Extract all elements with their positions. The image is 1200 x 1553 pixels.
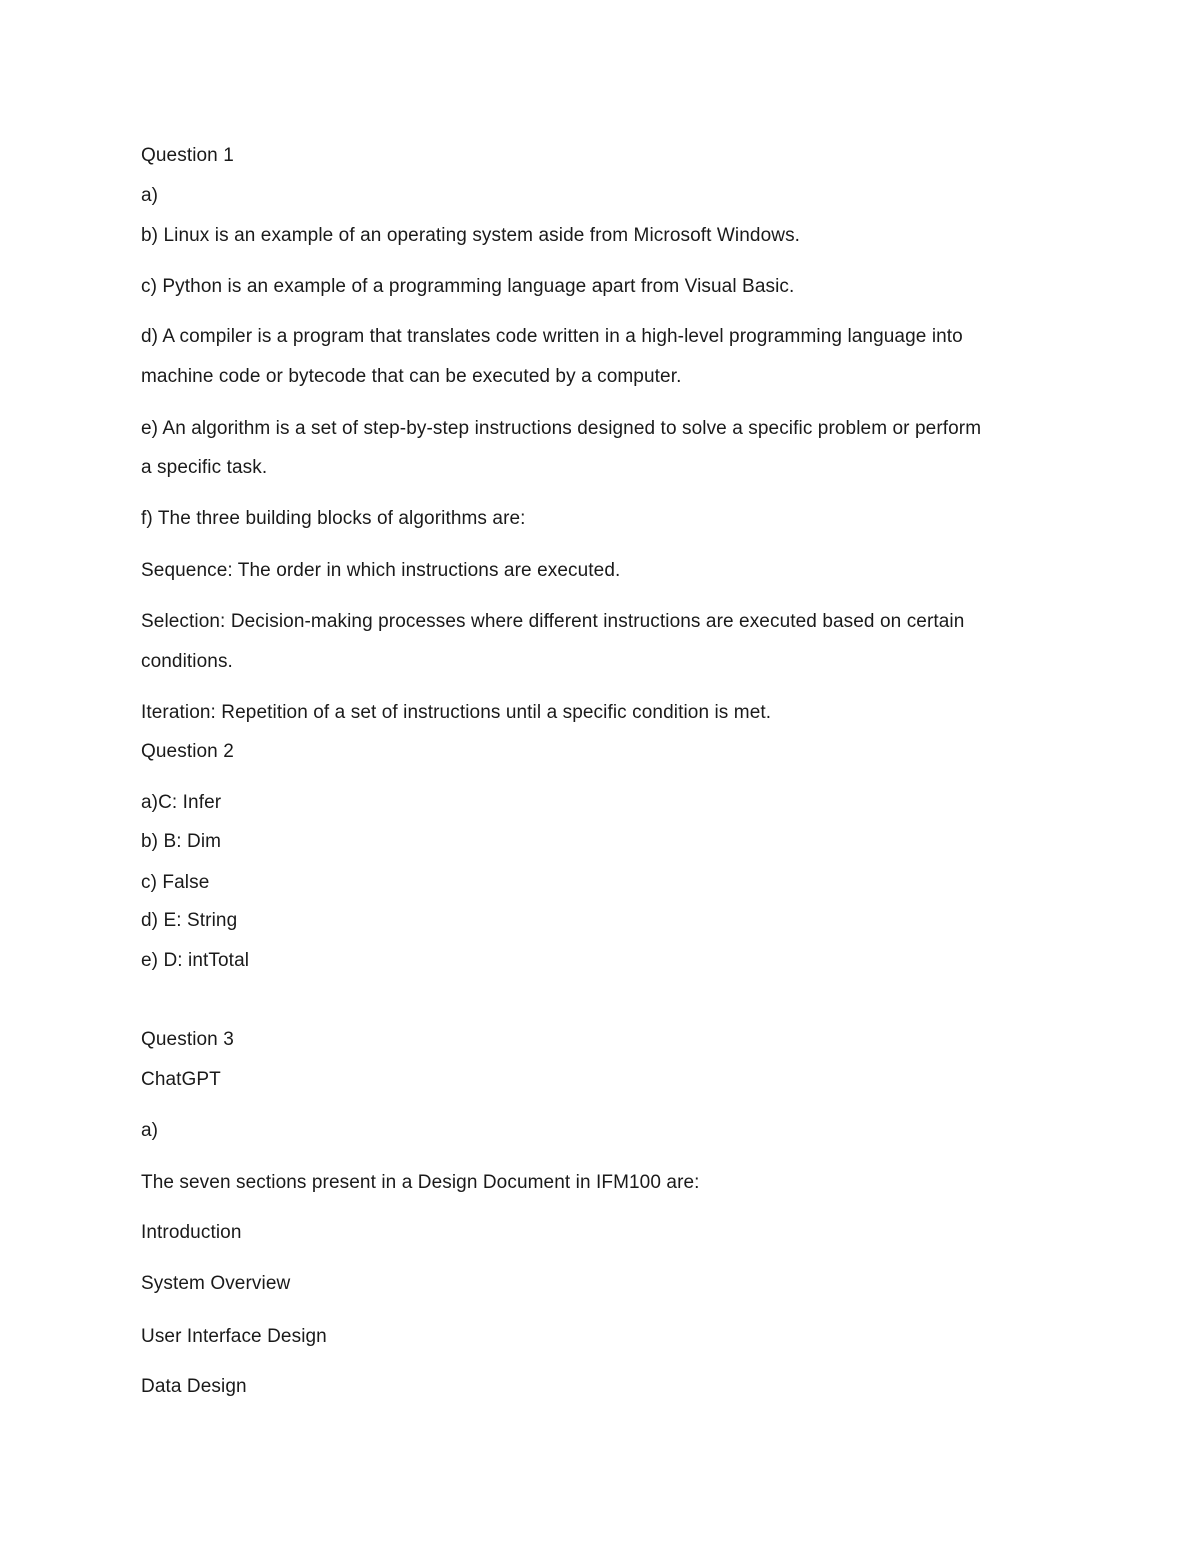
question-1-part-b: b) Linux is an example of an operating system aside from Microsoft Windows.	[141, 225, 801, 246]
question-2-part-b: b) B: Dim	[141, 831, 222, 852]
question-2-part-a: a)C: Infer	[141, 792, 222, 813]
question-1-part-f: f) The three building blocks of algorithms are:	[141, 508, 526, 529]
question-1-part-e-line-2: a specific task.	[141, 457, 268, 478]
question-1-part-d-line-1: d) A compiler is a program that translates code written in a high-level programming language into	[141, 326, 963, 347]
question-2-part-d: d) E: String	[141, 910, 238, 931]
question-3-source: ChatGPT	[141, 1069, 221, 1090]
building-block-sequence: Sequence: The order in which instructions are executed.	[141, 560, 621, 581]
question-1-part-a: a)	[141, 185, 159, 206]
question-3-part-a: a)	[141, 1120, 159, 1141]
question-3-heading: Question 3	[141, 1029, 234, 1050]
design-section-item: User Interface Design	[141, 1326, 327, 1347]
question-3-intro: The seven sections present in a Design Document in IFM100 are:	[141, 1172, 700, 1193]
question-2-part-c: c) False	[141, 872, 210, 893]
building-block-selection-line-1: Selection: Decision-making processes where different instructions are executed based on certain	[141, 611, 965, 632]
question-2-part-e: e) D: intTotal	[141, 950, 250, 971]
question-1-part-d-line-2: machine code or bytecode that can be executed by a computer.	[141, 366, 682, 387]
question-1-part-c: c) Python is an example of a programming language apart from Visual Basic.	[141, 276, 795, 297]
design-section-item: System Overview	[141, 1273, 291, 1294]
building-block-selection-line-2: conditions.	[141, 651, 233, 672]
question-1-heading: Question 1	[141, 145, 234, 166]
question-2-heading: Question 2	[141, 741, 234, 762]
question-1-part-e-line-1: e) An algorithm is a set of step-by-step instructions designed to solve a specific problem or perform	[141, 418, 982, 439]
design-section-item: Data Design	[141, 1376, 247, 1397]
building-block-iteration: Iteration: Repetition of a set of instructions until a specific condition is met.	[141, 702, 772, 723]
design-section-item: Introduction	[141, 1222, 242, 1243]
